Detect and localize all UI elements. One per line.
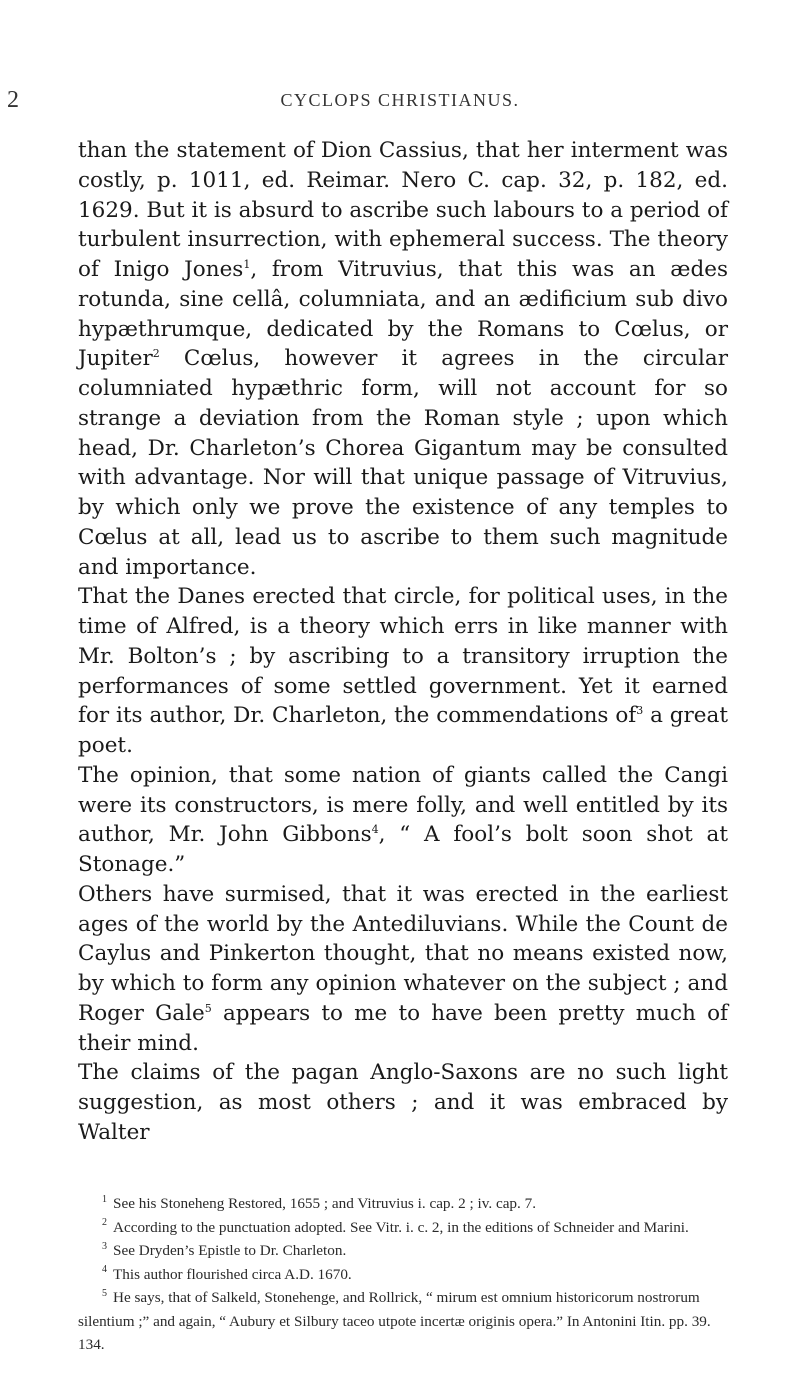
footnote-ref: 3: [636, 704, 644, 718]
paragraph: [78, 582, 728, 761]
footnote-mark: 3: [102, 1240, 107, 1252]
paragraph-text: Others have surmised, that it was erected in the earliest ages of the world by the Antediluvians. While the Count de Caylus and Pinkerton thought, that no means existed now, by which to form any opinion whatever on the subject ; and Roger Gale: [78, 881, 728, 1026]
paragraph-text: than the statement of Dion Cassius, that her interment was costly, p. 1011, ed. Reimar. Nero C. cap. 32, p. 182, ed. 1629. But it is absurd to ascribe such labours to a period of turbulent insurrection, with ephemeral success. The theory of Inigo Jones: [78, 138, 728, 282]
footnote-mark: 1: [102, 1193, 107, 1205]
paragraph: [78, 880, 728, 1059]
running-head: CYCLOPS CHRISTIANUS.: [280, 90, 520, 110]
footnotes: [78, 1192, 730, 1357]
footnote-mark: 4: [102, 1264, 107, 1276]
paragraph-text: The opinion, that some nation of giants called the Cangi were its constructors, is mere folly, and well entitled by its author, Mr. John Gibbons: [78, 762, 728, 848]
footnote: [78, 1263, 730, 1287]
footnote-text: He says, that of Salkeld, Stonehenge, and Rollrick, “ mirum est omnium historicorum nostrorum silentium ;” and again, “ Aubury et Silbury taceo utpote incertæ originis opera.” In Antonini Itin. pp. 39. 134.: [78, 1289, 711, 1353]
footnote: [78, 1286, 730, 1357]
footnote-text: According to the punctuation adopted. See Vitr. i. c. 2, in the editions of Schneider and Marini.: [113, 1218, 689, 1236]
footnote: [78, 1239, 730, 1263]
footnote-text: See Dryden’s Epistle to Dr. Charleton.: [113, 1242, 347, 1259]
page-number: 2: [7, 87, 19, 113]
footnote-ref: 5: [204, 1001, 212, 1015]
footnote: [78, 1216, 730, 1240]
paragraph-text: appears to me to have been pretty much of their mind.: [78, 1000, 728, 1056]
paragraph-text: , “ A fool’s bolt soon shot at Stonage.”: [78, 822, 728, 877]
footnote-mark: 2: [102, 1217, 107, 1229]
footnote-ref: 1: [243, 257, 251, 271]
paragraph-text: The claims of the pagan Anglo-Saxons are no such light suggestion, as most others ; and it was embraced by Walter: [78, 1060, 728, 1145]
page-header: [0, 88, 800, 118]
footnote: [78, 1192, 730, 1216]
footnote-mark: 5: [102, 1287, 107, 1299]
paragraph-text: a great poet.: [78, 703, 728, 758]
footnote-text: See his Stoneheng Restored, 1655 ; and Vitruvius i. cap. 2 ; iv. cap. 7.: [113, 1195, 537, 1212]
paragraph-text: That the Danes erected that circle, for political uses, in the time of Alfred, is a theory which errs in like manner with Mr. Bolton’s ; by ascribing to a transitory irruption the performances of some settled government. Yet it earned for its author, Dr. Charleton, the commendations of: [78, 584, 728, 729]
footnote-ref: 4: [371, 823, 379, 837]
footnote-text: This author flourished circa A.D. 1670.: [113, 1265, 352, 1283]
paragraph: [78, 761, 728, 880]
body-text: [78, 136, 728, 1148]
paragraph-text: , from Vitruvius, that this was an ædes rotunda, sine cellâ, columniata, and an ædificium sub divo hypæthrumque, dedicated by the Romans to Cœlus, or Jupiter: [78, 257, 728, 372]
paragraph: [78, 136, 728, 582]
footnote-ref: 2: [152, 347, 160, 361]
paragraph: [78, 1058, 728, 1147]
paragraph-text: Cœlus, however it agrees in the circular columniated hypæthric form, will not account for so strange a deviation from the Roman style ; upon which head, Dr. Charleton’s Chorea Gigantum may be consulted with advantage. Nor will that unique passage of Vitruvius, by which only we prove the existence of any temples to Cœlus at all, lead us to ascribe to them such magnitude and importance.: [78, 346, 728, 580]
